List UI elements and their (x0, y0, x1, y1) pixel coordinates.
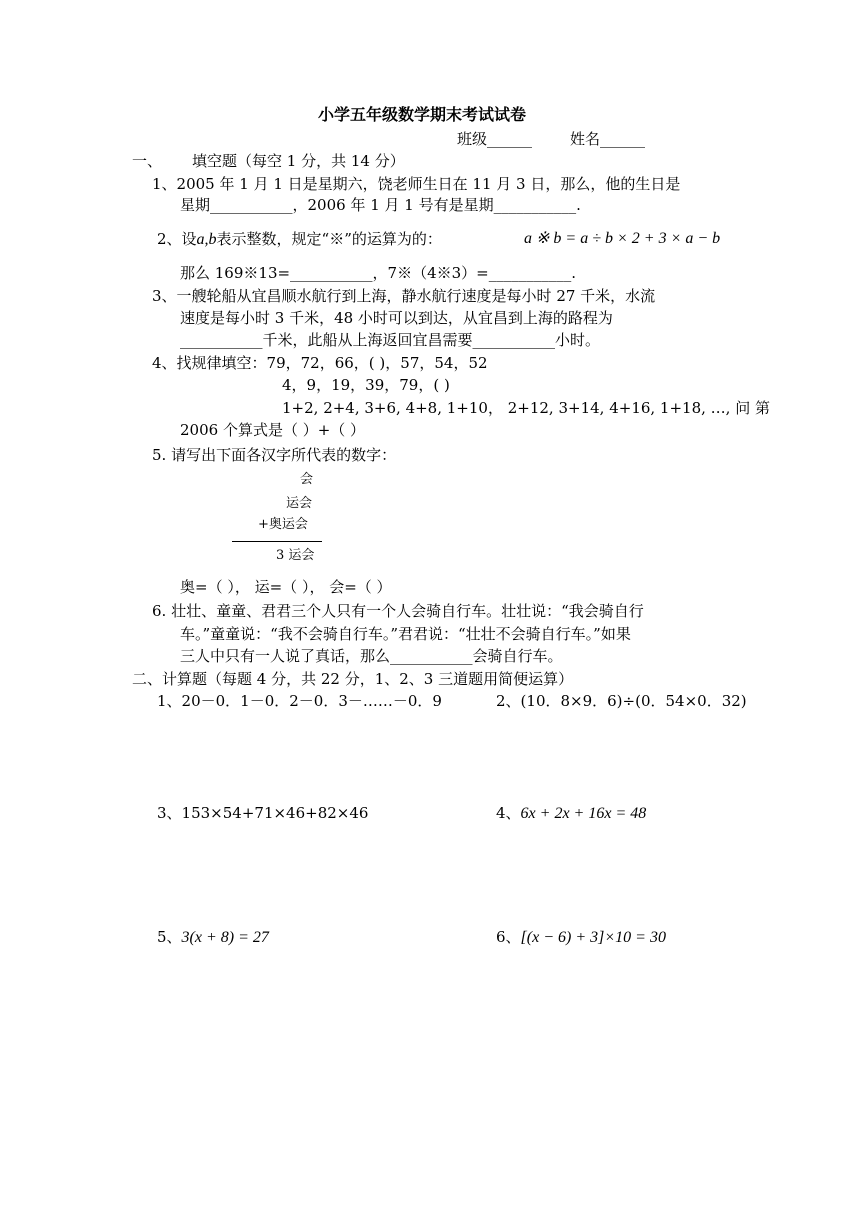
question-4-line-1: 4、找规律填空：79，72，66，( )，57，54，52 (152, 354, 488, 372)
question-4-line-3: 1+2, 2+4, 3+6, 4+8, 1+10， 2+12, 3+14, 4+16, 1+18, …, 问 第 (282, 399, 770, 417)
question-2-prefix: 2、设 (157, 230, 197, 248)
question-4-line-4: 2006 个算式是（ ）+（ ） (180, 421, 366, 439)
calc-6-number: 6、 (496, 928, 521, 946)
question-2-rule-text: 表示整数，规定“※”的运算为的： (216, 230, 442, 248)
calc-6-equation: [(x − 6) + 3]×10 = 30 (520, 929, 666, 946)
addend-1: 会 (300, 472, 314, 487)
question-6-line-1: 6. 壮壮、童童、君君三个人只有一个人会骑自行车。壮壮说：“我会骑自行 (152, 602, 644, 620)
question-2-line-2: 那么 169※13=___________，7※（4※3）=___________. (180, 264, 577, 282)
calc-4-number: 4、 (496, 804, 521, 822)
question-6-line-2: 车。”童童说：“我不会骑自行车。”君君说：“壮壮不会骑自行车。”如果 (180, 625, 631, 643)
question-4-line-2: 4，9，19，39，79，( ) (282, 376, 450, 394)
calc-4 (496, 806, 646, 822)
calc-5 (157, 930, 269, 946)
section-2-heading: 二、计算题（每题 4 分，共 22 分，1、2、3 三道题用简便运算） (132, 670, 574, 688)
question-5-line: 5. 请写出下面各汉字所代表的数字： (152, 446, 397, 464)
calc-4-equation: 6x + 2x + 16x = 48 (520, 805, 647, 822)
question-2-formula: a ※ b = a ÷ b × 2 + 3 × a − b (524, 230, 721, 247)
calc-5-number: 5、 (157, 928, 182, 946)
question-1-line-1: 1、2005 年 1 月 1 日是星期六，饶老师生日在 11 月 3 日，那么，他的生日是 (152, 175, 681, 193)
question-5-answers: 奥=（ ）， 运=（ ）， 会=（ ） (180, 578, 392, 596)
name-field-label: 姓名______ (570, 130, 646, 148)
addend-3: +奥运会 (258, 517, 308, 532)
class-field-label: 班级______ (457, 130, 533, 148)
section-1-number: 一、 (132, 152, 163, 170)
question-3-line-3: ___________千米，此船从上海返回宜昌需要___________小时。 (180, 331, 601, 349)
calc-5-equation: 3(x + 8) = 27 (181, 929, 269, 946)
sum-line (232, 541, 322, 542)
calc-2: 2、(10．8×9．6)÷(0．54×0．32) (496, 692, 747, 710)
question-3-line-1: 3、一艘轮船从宜昌顺水航行到上海，静水航行速度是每小时 27 千米，水流 (152, 287, 656, 305)
addend-2: 运会 (286, 496, 313, 511)
question-2-variables: a,b (196, 231, 217, 248)
question-3-line-2: 速度是每小时 3 千米，48 小时可以到达，从宜昌到上海的路程为 (180, 309, 613, 327)
section-1-heading: 填空题（每空 1 分，共 14 分） (192, 152, 405, 170)
calc-1: 1、20－0．1－0．2－0．3－……－0．9 (157, 692, 442, 710)
question-6-line-3: 三人中只有一人说了真话，那么___________会骑自行车。 (180, 647, 563, 665)
calc-3: 3、153×54+71×46+82×46 (157, 804, 369, 822)
page-title: 小学五年级数学期末考试试卷 (318, 105, 527, 124)
sum-result: 3 运会 (276, 548, 315, 563)
question-1-line-2: 星期___________，2006 年 1 月 1 号有是星期___________. (180, 196, 581, 214)
calc-6 (496, 930, 666, 946)
question-2-line-1 (157, 232, 442, 248)
